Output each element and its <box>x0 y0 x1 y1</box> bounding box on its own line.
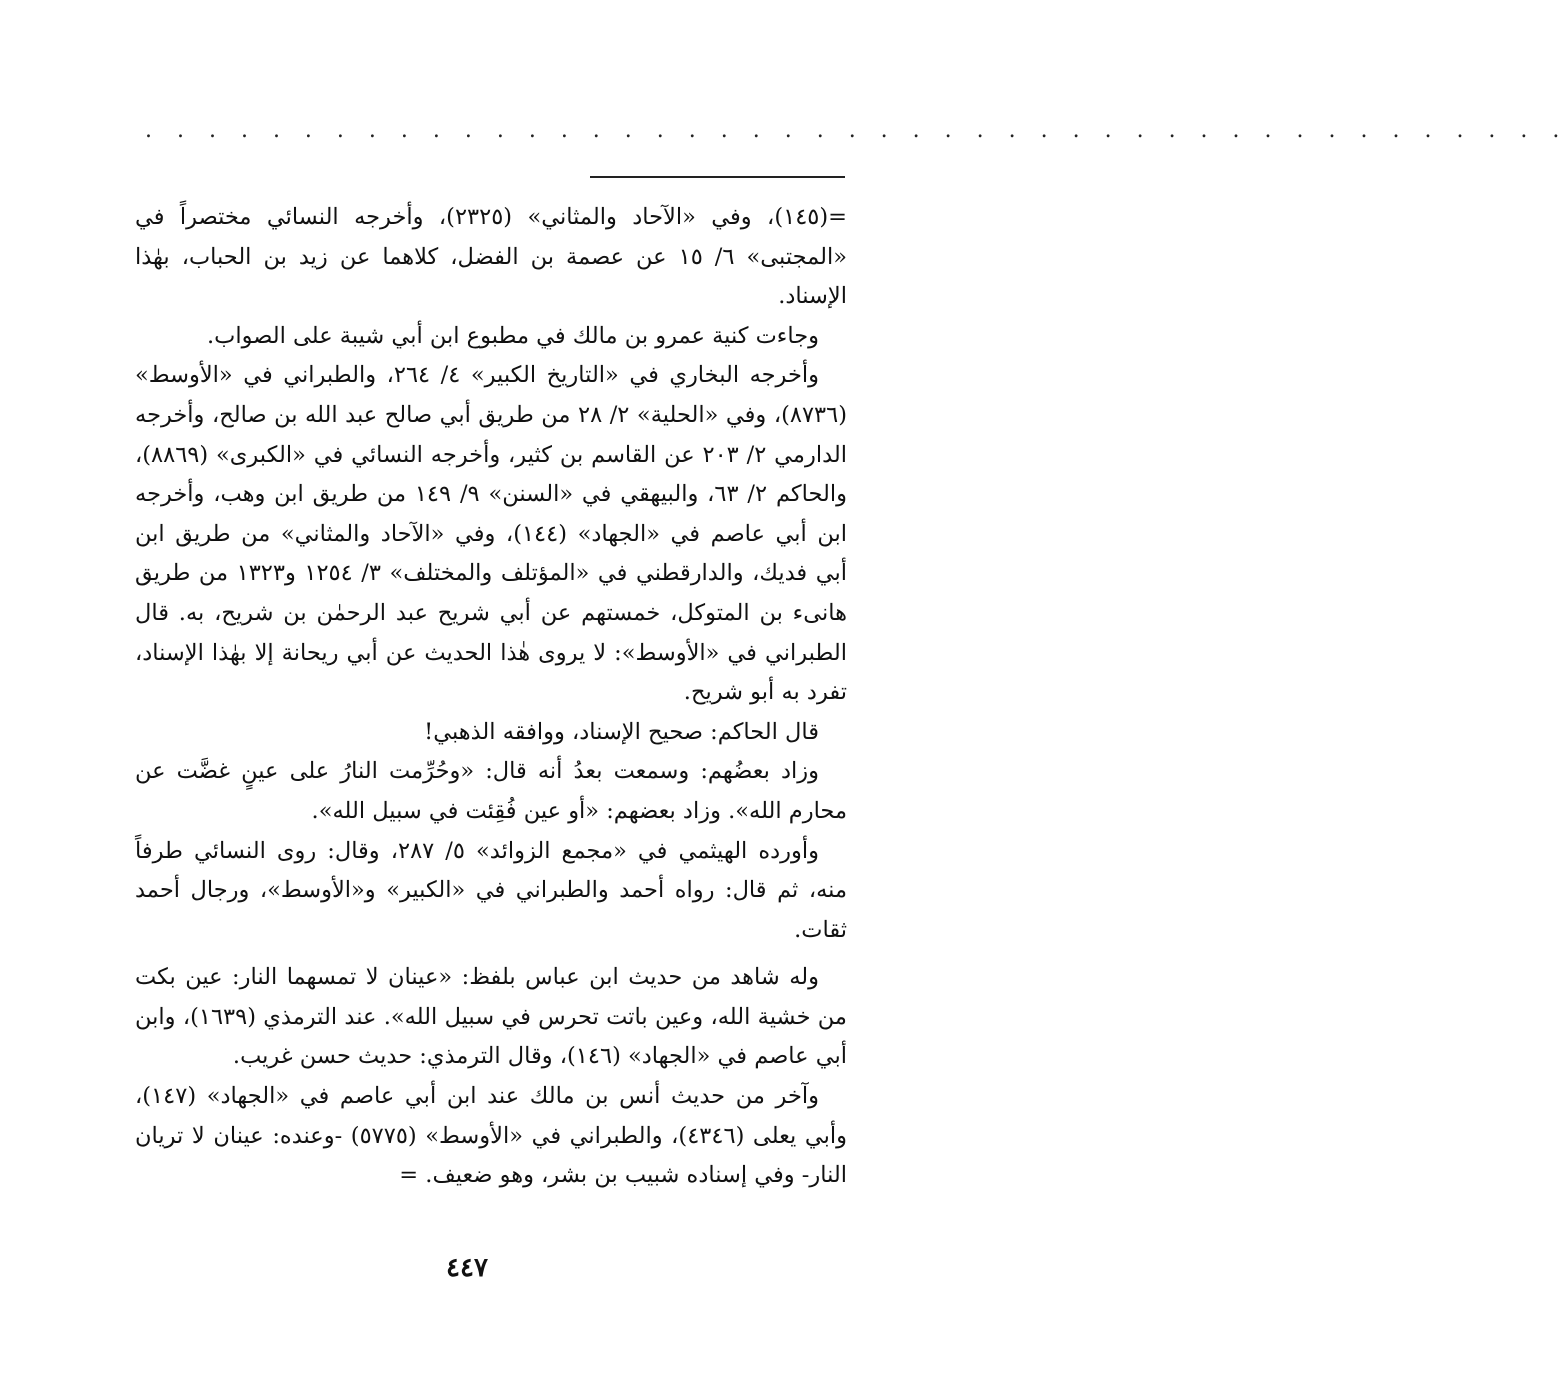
paragraph-hakim: قال الحاكم: صحيح الإسناد، ووافقه الذهبي! <box>424 718 819 745</box>
paragraph-kunya-note: وجاءت كنية عمرو بن مالك في مطبوع ابن أبي شيبة على الصواب. <box>207 322 819 349</box>
footnote-rule <box>590 176 845 178</box>
footnote-body <box>135 198 847 1196</box>
paragraph-takhrij: وأخرجه البخاري في «التاريخ الكبير» ٤/ ٢٦٤، والطبراني في «الأوسط» (٨٧٣٦)، وفي «الحلية» ٢/ ٢٨ من طريق أبي صالح عبد الله بن صالح، وأخرجه الدارمي ٢/ ٢٠٣ عن القاسم بن كثير، وأخرجه النسائي في «الكبرى» (٨٨٦٩)، والحاكم ٢/ ٦٣، والبيهقي في «السنن» ٩/ ١٤٩ من طريق ابن وهب، وأخرجه ابن أبي عاصم في «الجهاد» (١٤٤)، وفي «الآحاد والمثاني» من طريق ابن أبي فديك، والدارقطني في «المؤتلف والمختلف» ٣/ ١٢٥٤ و١٣٢٣ من طريق هانىء بن المتوكل، خمستهم عن أبي شريح عبد الرحمٰن بن شريح، به. قال الطبراني في «الأوسط»: لا يروى هٰذا الحديث عن أبي ريحانة إلا بهٰذا الإسناد، تفرد به أبو شريح. <box>135 362 847 706</box>
paragraph-ibn-abbas-witness: وله شاهد من حديث ابن عباس بلفظ: «عينان لا تمسهما النار: عين بكت من خشية الله، وعين باتت تحرس في سبيل الله». عند الترمذي (١٦٣٩)، وابن أبي عاصم في «الجهاد» (١٤٦)، وقال الترمذي: حديث حسن غريب. <box>135 964 847 1070</box>
page-number: ٤٤٧ <box>446 1253 488 1283</box>
paragraph-haythami: وأورده الهيثمي في «مجمع الزوائد» ٥/ ٢٨٧، وقال: روى النسائي طرفاً منه، ثم قال: رواه أحمد والطبراني في «الكبير» و«الأوسط»، ورجال أحمد ثقات. <box>135 837 847 943</box>
paragraph-continuation: =(١٤٥)، وفي «الآحاد والمثاني» (٢٣٢٥)، وأخرجه النسائي مختصراً في «المجتبى» ٦/ ١٥ عن عصمة بن الفضل، كلاهما عن زيد بن الحباب، بهٰذا الإسناد. <box>135 204 848 310</box>
paragraph-anas-witness: وآخر من حديث أنس بن مالك عند ابن أبي عاصم في «الجهاد» (١٤٧)، وأبي يعلى (٤٣٤٦)، والطبراني في «الأوسط» (٥٧٧٥) -وعنده: عينان لا تريان النار- وفي إسناده شبيب بن بشر، وهو ضعيف. = <box>135 1083 847 1189</box>
paragraph-addition: وزاد بعضُهم: وسمعت بعدُ أنه قال: «وحُرِّمت النارُ على عينٍ غضَّت عن محارم الله». وزاد بعضهم: «أو عين فُقِئت في سبيل الله». <box>135 758 847 824</box>
separator-dots: . . . . . . . . . . . . . . . . . . . . . . . . . . . . . . . . . . . . . . . . . . . . . <box>145 118 1568 143</box>
